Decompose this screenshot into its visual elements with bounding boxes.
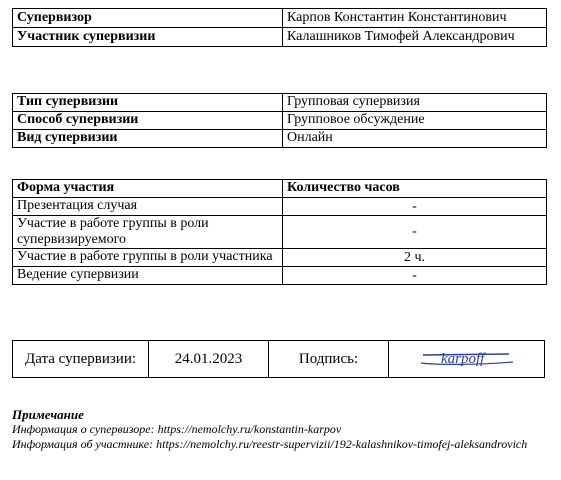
svg-text:karpoff: karpoff: [440, 351, 484, 367]
supervisor-label: Супервизор: [13, 9, 283, 28]
hours-cell: 2 ч.: [283, 249, 547, 267]
table-row: [13, 216, 547, 249]
participant-label: Участник супервизии: [13, 28, 283, 47]
date-value: 24.01.2023: [149, 341, 269, 378]
supervisor-row: [13, 9, 547, 28]
table-row: [13, 198, 547, 216]
supervisor-table: [12, 8, 547, 47]
method-label: Способ супервизии: [13, 112, 283, 130]
participation-header-row: [13, 180, 547, 198]
form-cell: Участие в работе группы в роли супервизируемого: [13, 216, 283, 249]
method-row: [13, 112, 547, 130]
date-signature-row: [13, 341, 545, 378]
type-label: Тип супервизии: [13, 94, 283, 112]
kind-label: Вид супервизии: [13, 130, 283, 148]
supervision-type-table: [12, 93, 547, 148]
signature-image: [417, 345, 517, 373]
table-row: [13, 267, 547, 285]
note-section: [12, 407, 552, 452]
form-cell: Презентация случая: [13, 198, 283, 216]
form-cell: Ведение супервизии: [13, 267, 283, 285]
header-hours: Количество часов: [283, 180, 547, 198]
date-signature-table: [12, 340, 545, 378]
method-value: Групповое обсуждение: [283, 112, 547, 130]
date-label: Дата супервизии:: [13, 341, 149, 378]
supervisor-info-text: Информация о супервизоре: https://nemolchy.ru/konstantin-karpov: [12, 422, 342, 436]
kind-row: [13, 130, 547, 148]
participant-info-text: Информация об участнике: https://nemolchy.ru/reestr-supervizii/192-kalashnikov-timofej-aleksandrovich: [12, 437, 528, 451]
participant-value: Калашников Тимофей Александрович: [283, 28, 547, 47]
type-value: Групповая супервизия: [283, 94, 547, 112]
participant-row: [13, 28, 547, 47]
hours-cell: -: [283, 267, 547, 285]
header-form: Форма участия: [13, 180, 283, 198]
supervisor-value: Карпов Константин Константинович: [283, 9, 547, 28]
signature-cell: [389, 341, 545, 378]
table-row: [13, 249, 547, 267]
form-cell: Участие в работе группы в роли участника: [13, 249, 283, 267]
type-row: [13, 94, 547, 112]
participation-table: [12, 179, 547, 285]
signature-label: Подпись:: [269, 341, 389, 378]
kind-value: Онлайн: [283, 130, 547, 148]
hours-cell: -: [283, 216, 547, 249]
note-title: Примечание: [12, 407, 84, 422]
hours-cell: -: [283, 198, 547, 216]
